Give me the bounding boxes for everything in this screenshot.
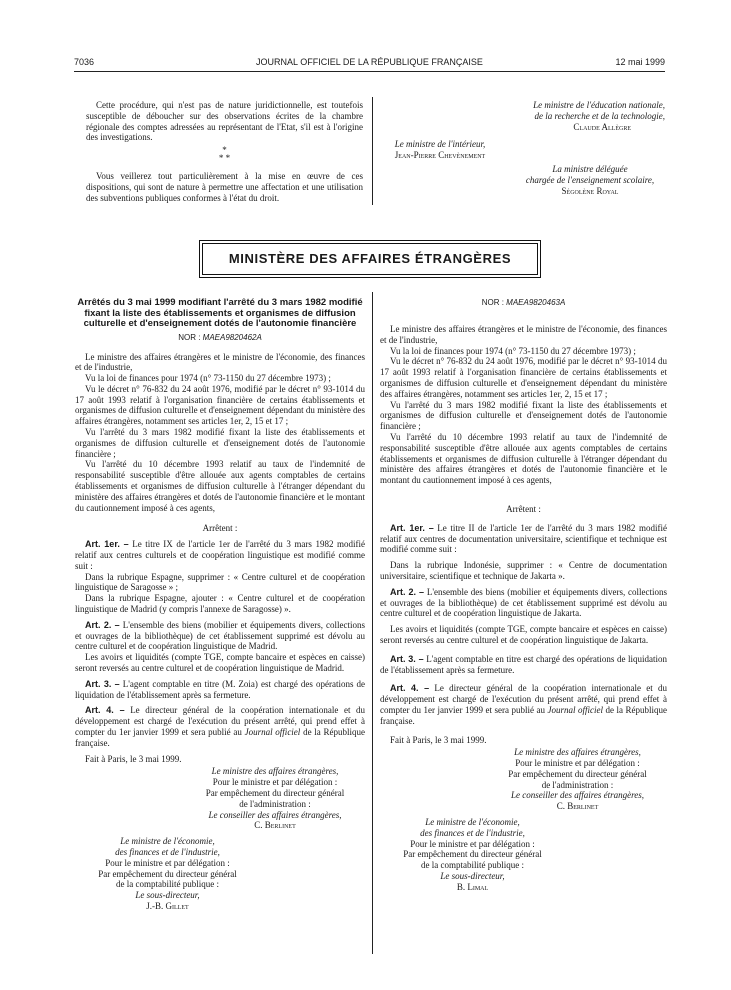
place-date: Fait à Paris, le 3 mai 1999. — [390, 734, 487, 745]
article-label: Art. 3. – — [390, 653, 424, 664]
place-date: Fait à Paris, le 3 mai 1999. — [85, 753, 182, 764]
article-2-assets: Les avoirs et liquidités (compte TGE, compte bancaire et espèces en caisse) seront reversés au centre culturel et de coopération linguistique de Jakarta. — [380, 624, 667, 645]
visa-4: Vu l'arrêté du 10 décembre 1993 relatif au taux de l'indemnité de responsabilité susceptible d'être allouée aux agents comptables de certains établissements et organismes de diffusion culturelle à l'étranger dépendant du ministère des affaires étrangères et dotés de l'autonomie financière et le montant du cautionnement imposé à ces agents, — [75, 459, 365, 513]
issue-date: 12 mai 1999 — [615, 57, 665, 67]
signature-deleguee: La ministre déléguée chargée de l'enseignement scolaire, Ségolène Royal — [520, 164, 660, 196]
article-4: Art. 4. – Le directeur général de la coopération internationale et du développement est chargé de l'exécution du présent arrêté, qui prend effet à compter du 1er janvier 1999 et sera publié au Journal officiel de la République française. — [380, 683, 668, 726]
visa-2: Vu le décret n° 76-832 du 24 août 1976, modifié par le décret n° 93-1014 du 17 août 1993 relatif à l'organisation financière de certains établissements et organismes de diffusion culturelle et d'enseignement dépendant du ministère des affaires étrangères, notamment ses articles 1er, 2, 15 et 17 ; — [380, 356, 667, 399]
page-number: 7036 — [74, 57, 95, 67]
signatory-name: Ségolène Royal — [561, 185, 619, 196]
visa-3: Vu l'arrêté du 3 mars 1982 modifié fixant la liste des établissements et organismes de diffusion culturelle et d'enseignement dotés de l'autonomie financière ; — [75, 427, 365, 459]
article-2-assets: Les avoirs et liquidités (compte TGE, compte bancaire et espèces en caisse) seront reversés au centre culturel et de coopération linguistique de Madrid. — [75, 652, 365, 674]
arretent: Arrêtent : — [506, 503, 541, 514]
top-left-text — [86, 100, 363, 204]
signatory-name: Jean-Pierre Chevènement — [394, 149, 486, 160]
signatory-name: J.-B. Gillet — [146, 900, 189, 911]
visa-1: Vu la loi de finances pour 1974 (n° 73-1150 du 27 décembre 1973) ; — [85, 373, 331, 384]
signature-interieur: Le ministre de l'intérieur, Jean-Pierre Chevènement — [375, 139, 505, 161]
decree-intro: Le ministre des affaires étrangères et le ministre de l'économie, des finances et de l'industrie, — [380, 324, 667, 345]
nor-reference: NOR : MAEA9820462A — [178, 332, 262, 342]
signature-economie: Le ministre de l'économie, des finances et de l'industrie, Pour le ministre et par délégation : Par empêchement du directeur général de la comptabilité publique : Le sous-directeur, B. Limal — [380, 817, 565, 893]
article-label: Art. 1er. – — [85, 539, 129, 550]
signatory-name: C. Berlinet — [254, 820, 296, 831]
asterism-bottom: * * — [218, 153, 231, 164]
top-column-rule — [372, 97, 373, 205]
signatory-name: B. Limal — [456, 881, 489, 892]
article-label: Art. 1er. – — [390, 522, 434, 533]
nor-reference: NOR : MAEA9820463A — [481, 298, 566, 307]
article-label: Art. 2. – — [85, 619, 120, 630]
journal-title: JOURNAL OFFICIEL DE LA RÉPUBLIQUE FRANÇAISE — [256, 57, 483, 67]
closing-paragraph-1: Cette procédure, qui n'est pas de nature juridictionnelle, est toutefois susceptible de déboucher sur des observations écrites de la chambre régionale des comptes adressées au représentant de l'Etat, s'il est à l'origine des investigations. — [86, 100, 363, 143]
ministry-heading: MINISTÈRE DES AFFAIRES ÉTRANGÈRES — [228, 251, 512, 266]
visa-2: Vu le décret n° 76-832 du 24 août 1976, modifié par le décret n° 93-1014 du 17 août 1993 relatif à l'organisation financière de certains établissements et organismes de diffusion culturelle et d'enseignement dépendant du ministère des affaires étrangères, notamment ses articles 1er, 2, 15 et 17 ; — [75, 383, 365, 427]
nor-code: MAEA9820462A — [202, 332, 262, 342]
signatory-name: C. Berlinet — [556, 801, 599, 812]
nor-code: MAEA9820463A — [506, 298, 566, 307]
article-2: Art. 2. – L'ensemble des biens (mobilier et équipements divers, collections et ouvrages de la bibliothèque) de cet établissement supprimé est dévolu au centre culturel et de coopération linguistique de Madrid. — [75, 619, 366, 652]
header-rule — [74, 71, 665, 72]
decree-title: Arrêtés du 3 mai 1999 modifiant l'arrêté du 3 mars 1982 modifié fixant la liste des établissements et organismes de diffusion culturelle et d'enseignement dotés de l'autonomie financière — [77, 297, 363, 329]
article-1: Art. 1er. – Le titre II de l'article 1er de l'arrêté du 3 mars 1982 modifié relatif aux centres de documentation universitaire, scientifique et technique est modifié comme suit : — [380, 522, 668, 555]
visa-1: Vu la loi de finances pour 1974 (n° 73-1150 du 27 décembre 1973) ; — [390, 345, 636, 356]
article-label: Art. 4. – — [390, 683, 430, 694]
article-label: Art. 3. – — [85, 678, 120, 689]
column-rule — [372, 292, 373, 954]
article-label: Art. 4. – — [85, 705, 125, 716]
arretent: Arrêtent : — [202, 523, 238, 534]
closing-paragraph-2: Vous veillerez tout particulièrement à la mise en œuvre de ces dispositions, qui sont de nature à permettre une affectation et une utilisation des subventions publiques conformes à l'état du droit. — [86, 171, 363, 203]
signatory-name: Claude Allègre — [573, 121, 631, 132]
article-1: Art. 1er. – Le titre IX de l'article 1er de l'arrêté du 3 mars 1982 modifié relatif aux centres culturels et de coopération linguistique est modifié comme suit : — [75, 539, 366, 571]
article-2: Art. 2. – L'ensemble des biens (mobilier et équipements divers, collections et ouvrages de la bibliothèque) de cet établissement supprimé est dévolu au centre culturel et de coopération linguistique de Jakarta. — [380, 586, 668, 619]
signature-affaires-etrangeres: Le ministre des affaires étrangères, Pour le ministre et par délégation : Par empêchement du directeur général de l'administration : Le conseiller des affaires étrangères, C. Berlinet — [488, 747, 667, 812]
article-4: Art. 4. – Le directeur général de la coopération internationale et du développement est chargé de l'exécution du présent arrêté, qui prend effet à compter du 1er janvier 1999 et sera publié au Journal officiel de la République française. — [75, 705, 366, 748]
visa-4: Vu l'arrêté du 10 décembre 1993 relatif au taux de l'indemnité de responsabilité susceptible d'être allouée aux agents comptables de certains établissements et organismes de diffusion culturelle à l'étranger dépendant du ministère des affaires étrangères et dotés de l'autonomie financière et le montant du cautionnement imposé à ces agents, — [380, 431, 667, 486]
article-3: Art. 3. – L'agent comptable en titre (M. Zoia) est chargé des opérations de liquidation de l'établissement après sa fermeture. — [75, 678, 366, 700]
left-column — [75, 298, 365, 912]
right-column — [380, 298, 667, 893]
article-label: Art. 2. – — [390, 586, 425, 597]
article-1-item-a: Dans la rubrique Indonésie, supprimer : « Centre de documentation universitaire, scientifique et technique de Jakarta ». — [380, 560, 667, 581]
decree-intro: Le ministre des affaires étrangères et le ministre de l'économie, des finances et de l'industrie, — [75, 351, 365, 373]
signature-economie: Le ministre de l'économie, des finances et de l'industrie, Pour le ministre et par délégation : Par empêchement du directeur général de la comptabilité publique : Le sous-directeur, J.-B. Gillet — [75, 836, 260, 912]
article-1-item-b: Dans la rubrique Espagne, ajouter : « Centre culturel et de coopération linguistique de Madrid (y compris l'annexe de Saragosse) ». — [75, 593, 365, 615]
signature-affaires-etrangeres: Le ministre des affaires étrangères, Pour le ministre et par délégation : Par empêchement du directeur général de l'administration : Le conseiller des affaires étrangères, C. Berlinet — [185, 766, 365, 831]
article-1-item-a: Dans la rubrique Espagne, supprimer : « Centre culturel et de coopération linguistique de Saragosse » ; — [75, 571, 365, 593]
signature-education: Le ministre de l'éducation nationale, de la recherche et de la technologie, Claude Allègre — [440, 100, 665, 132]
article-3: Art. 3. – L'agent comptable en titre est chargé des opérations de liquidation de l'établissement après sa fermeture. — [380, 653, 668, 675]
asterism-top: * — [222, 145, 227, 156]
ministry-heading-box — [202, 243, 538, 275]
visa-3: Vu l'arrêté du 3 mars 1982 modifié fixant la liste des établissements et organismes de diffusion culturelle et d'enseignement dotés de l'autonomie financière ; — [380, 399, 667, 432]
